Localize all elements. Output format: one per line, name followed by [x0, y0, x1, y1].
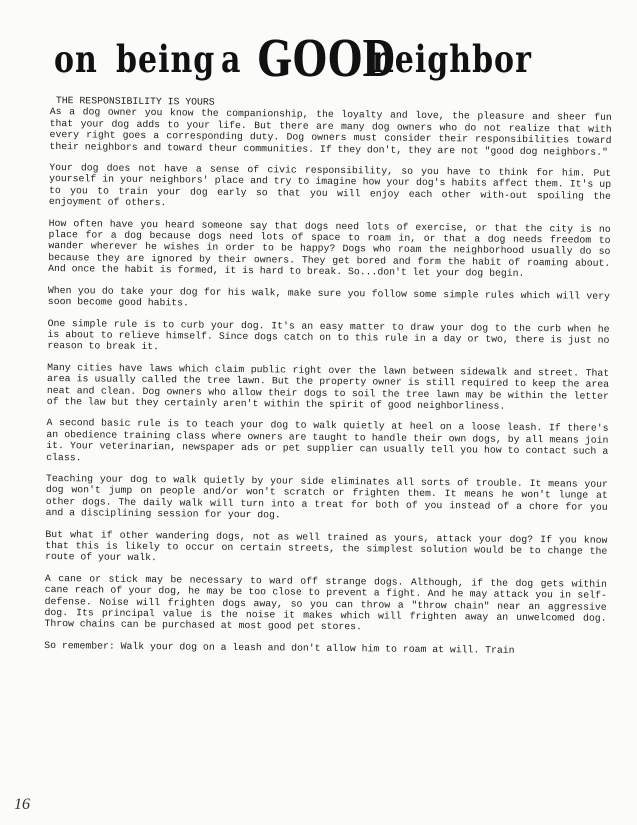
title-word-good: GOOD — [257, 27, 396, 89]
paragraph-11: So remember: Walk your dog on a leash and don't allow him to roam at will. Train — [44, 639, 515, 656]
paragraph-3: How often have you heard someone say that dogs need lots of exercise, or that the city is no place for a dog because dogs need lots of space to roam in, or that a dog needs freedom to wander wherever he wishes in order to be happy? Dogs who roam the neighborhood usually do so because they are ignored by their owners. They get bored and form the habit of roaming about. And once the habit is formed, it is hard to break. So...don't let your dog begin. — [48, 217, 611, 280]
title-word-neighbor: neighbor — [372, 38, 532, 82]
paragraph-4: When you do take your dog for his walk, make sure you follow some simple rules which will very soon become good habits. — [47, 284, 610, 309]
title-word-a: a — [221, 38, 241, 82]
paragraph-2: Your dog does not have a sense of civic responsibility, so you have to think for him. Put yourself in your neighbors' place and try to imagine how your dog's habits affect them. It's up to you to train your dog early so that you will enjoy each other with-out spoiling the enjoyment of others. — [48, 162, 612, 209]
paragraph-1: As a dog owner you know the companionship, the loyalty and love, the pleasure and sheer fun that your dog adds to your life. But there are many dog owners who do not realize that with every right goes a corresponding duty. Dog owners must consider their responsibilities toward their neighbors and toward theur communities. If they don't, they are not "good dog neighbors." — [49, 106, 612, 158]
paragraph-7: A second basic rule is to teach your dog to walk quietly at heel on a loose leash. If there's an obedience training class where owners are taught to handle their own dogs, by all means join it. Your veterinarian, newspaper ads or pet supplier can usually tell you how to contact such a class. — [46, 417, 609, 463]
article-body — [44, 95, 612, 667]
paragraph-6: Many cities have laws which claim public right over the lawn between sidewalk and street. That area is usually called the tree lawn. But the property owner is still required to keep the area neat and clean. Dog owners who allow their dogs to soil the tree lawn may be within the letter of the law but they certainly aren't within the spirit of good neighborliness. — [46, 361, 610, 412]
page-number: 16 — [14, 796, 30, 813]
paragraph-9: But what if other wandering dogs, not as well trained as yours, attack your dog? If you know that this is likely to occur on certain streets, the simplest solution would be to change the route of your walk. — [45, 528, 608, 564]
paragraph-8: Teaching your dog to walk quietly by your side eliminates all sorts of trouble. It means your dog won't jump on people and/or won't scratch or frighten them. It means he won't lunge at other dogs. The daily walk will turn into a treat for both of you instead of a chore for you and a disciplining session for your dog. — [45, 472, 609, 521]
title-word-being: being — [116, 38, 216, 82]
page-title — [54, 26, 614, 90]
title-word-on: on — [54, 38, 98, 82]
paragraph-10: A cane or stick may be necessary to ward off strange dogs. Although, if the dog gets within cane reach of your dog, he may be too close to prevent a fight. And he may attack you in self-defense. Noise will frighten dogs away, so you can throw a "throw chain" near an aggressive dog. Its principal value is the noise it makes which will frighten away an unwelcomed dog. Throw chains can be purchased at most good pet stores. — [44, 572, 607, 633]
paragraph-5: One simple rule is to curb your dog. It's an easy matter to draw your dog to the curb when he is about to relieve himself. Since dogs catch on to this rule in a day or two, there is just no reason to break it. — [47, 317, 610, 353]
section-heading: THE RESPONSIBILITY IS YOURS — [55, 95, 215, 108]
